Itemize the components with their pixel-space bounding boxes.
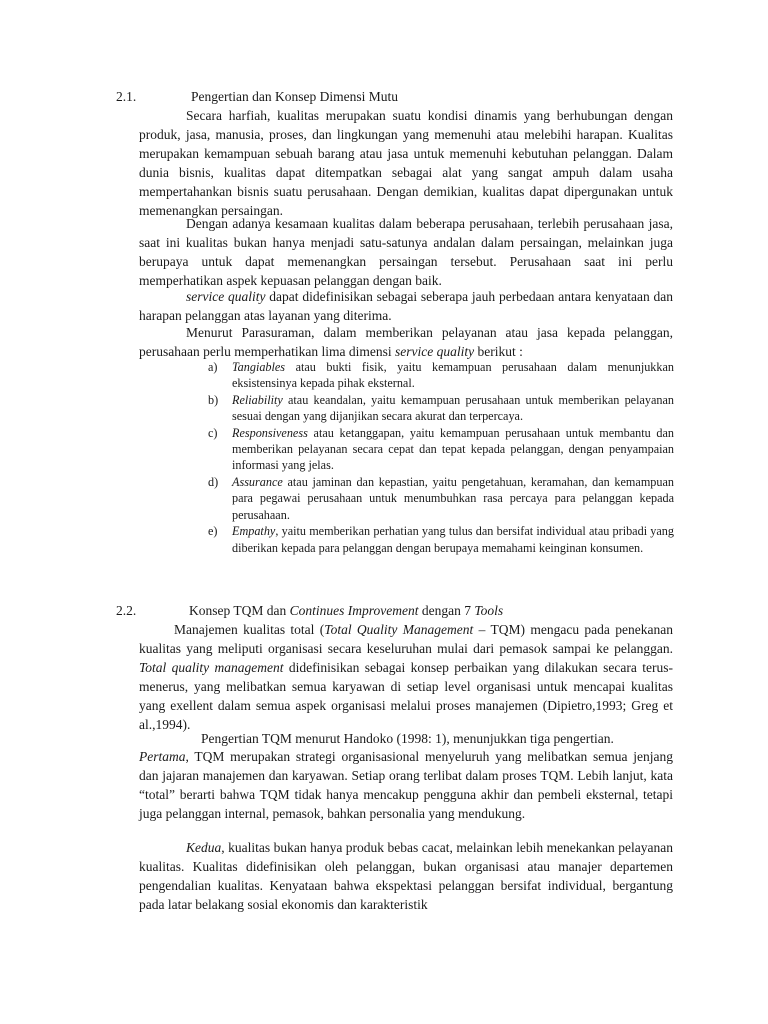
section-number: 2.1. [116,89,137,104]
paragraph: Pertama, TQM merupakan strategi organisasional menyeluruh yang melibatkan semua jenjang dan jajaran manajemen dan karyawan. Setiap orang terlibat dalam proses TQM. Lebih lanjut, kata “total” berarti bahwa TQM tidak hanya mencakup pengguna akhir dan pembeli eksternal, tetapi juga pelanggan internal, pemasok, bahkan personalia yang mendukung. [139,749,673,821]
paragraph: Dengan adanya kesamaan kualitas dalam beberapa perusahaan, terlebih perusahaan jasa, saat ini kualitas bukan hanya menjadi satu-satunya andalan dalam persaingan, melainkan juga berupaya untuk dapat memenangkan persaingan tersebut. Perusahaan saat ini perlu memperhatikan aspek kepuasan pelanggan dengan baik. [139,216,673,288]
paragraph: Pengertian TQM menurut Handoko (1998: 1), menunjukkan tiga pengertian. [201,731,614,746]
list-item: a) Tangiables atau bukti fisik, yaitu kemampuan perusahaan dalam menunjukkan eksistensinya kepada pihak eksternal. [208,360,674,391]
dimension-list [208,359,674,556]
list-item: c) Responsiveness atau ketanggapan, yaitu kemampuan perusahaan untuk membantu dan memberikan pelayanan secara cepat dan tepat kepada pelanggan, dengan penyampaian informasi yang jelas. [208,426,674,473]
italic-term: Total Quality Management [324,622,474,637]
paragraph: Manajemen kualitas total (Total Quality Management – TQM) mengacu pada penekanan kualitas yang meliputi organisasi secara keseluruhan mulai dari pemasok sampai ke pelanggan. Total quality management didefinisikan sebagai konsep perbaikan yang dilakukan secara terus-menerus, yang melibatkan semua karyawan di setiap level organisasi untuk mencapai kualitas yang exellent dalam semua aspek organisasi melalui proses manajemen (Dipietro,1993; Greg et al.,1994). [139,622,673,732]
list-term: Reliability [232,393,283,407]
paragraph: Menurut Parasuraman, dalam memberikan pelayanan atau jasa kepada pelanggan, perusahaan perlu memperhatikan lima dimensi service quality berikut : [139,325,673,359]
list-label: a) [208,360,218,374]
list-term: Assurance [232,475,283,490]
list-term: Responsiveness [232,426,308,440]
section-title: Konsep TQM dan Continues Improvement dengan 7 Tools [189,603,504,618]
list-item: d) Assurance atau jaminan dan kepastian, yaitu pengetahuan, keramahan, dan kemampuan para pegawai perusahaan untuk menumbuhkan rasa percaya para pelanggan kepada perusahaan. [208,475,674,522]
list-label: b) [208,393,219,407]
italic-term: service quality [186,289,266,304]
list-term: Tangiables [232,360,286,374]
section-number: 2.2. [116,603,137,618]
list-item: e) Empathy, yaitu memberikan perhatian yang tulus dan bersifat individual atau pribadi yang diberikan kepada para pelanggan dengan berupaya memahami keinginan konsumen. [208,524,674,555]
section-title: Pengertian dan Konsep Dimensi Mutu [191,89,398,104]
italic-term: Pertama [139,749,186,764]
italic-term: Kedua [186,840,222,855]
list-label: c) [208,426,218,440]
paragraph: Kedua, kualitas bukan hanya produk bebas cacat, melainkan lebih menekankan pelayanan kualitas. Kualitas didefinisikan oleh pelanggan, bukan organisasi atau manajer departemen pengendalian kualitas. Kenyataan bahwa ekspektasi pelanggan bersifat individual, bergantung pada latar belakang sosial ekonomis dan karakteristik [139,840,673,912]
italic-term: service quality [395,344,475,359]
list-term: Empathy [232,524,276,539]
paragraph: Secara harfiah, kualitas merupakan suatu kondisi dinamis yang berhubungan dengan produk, jasa, manusia, proses, dan lingkungan yang memenuhi atau melebihi harapan. Kualitas merupakan kemampuan sebuah barang atau jasa untuk memenuhi kebutuhan pelanggan. Dalam dunia bisnis, kualitas dapat ditempatkan sebagai alat yang sangat ampuh dalam usaha mempertahankan bisnis suatu perusahaan. Dengan demikian, kualitas dapat dipergunakan untuk memenangkan persaingan. [139,108,673,218]
list-label: e) [208,524,218,539]
list-item: b) Reliability atau keandalan, yaitu kemampuan perusahaan untuk memberikan pelayanan sesuai dengan yang dijanjikan secara akurat dan terpercaya. [208,393,674,424]
list-label: d) [208,475,219,490]
paragraph: service quality dapat didefinisikan sebagai seberapa jauh perbedaan antara kenyataan dan harapan pelanggan atas layanan yang diterima. [139,289,673,323]
italic-term: Total quality management [139,660,284,675]
